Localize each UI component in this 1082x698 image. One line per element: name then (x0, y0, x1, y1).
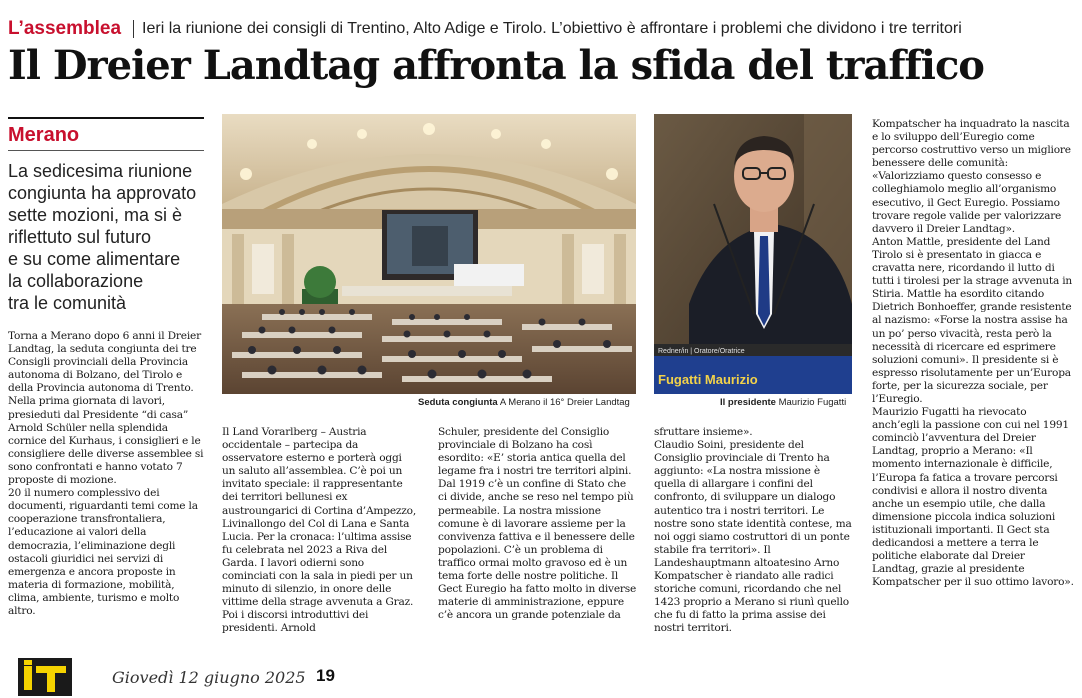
section-rule-bottom (8, 150, 204, 151)
photo1-caption-text: A Merano il 16° Dreier Landtag (499, 397, 630, 408)
summary: La sedicesima riunione congiunta ha approvato sette mozioni, ma si è riflettuto sul futuro e su come alimentare la collaborazione tra le comunità (8, 161, 197, 313)
paragraph: Kompatscher ha inquadrato la nascita e lo sviluppo dell’Euregio come percorso costruttivo verso un migliore benessere delle comunità: «Valorizziamo questo consesso e colleghiamolo meglio all’organismo esecutivo, il Gect Euregio. Possiamo trovare regole valide per valorizzare davvero il Dreier Landtag». (872, 118, 1071, 235)
paragraph: Claudio Soini, presidente del Consiglio provinciale di Trento ha aggiunto: «La nostra missione è quella di allargare i confini del confronto, di sviluppare un dialogo autentico tra i nostri territori. Le nostre sono state identità contese, ma noi oggi siamo costruttori di un ponte stabile fra territori». Il Landeshauptmann altoatesino Arno Kompatscher è riandato alle radici storiche comuni, ricordando che nel 1423 proprio a Merano si riunì quello che fu di fatto la prima assise dei nostri territori. (654, 439, 852, 635)
speaker-image (654, 114, 852, 394)
assembly-hall-photo (222, 114, 636, 394)
article-column-4 (654, 426, 854, 635)
page-number: 19 (316, 666, 335, 685)
newspaper-logo-icon (18, 658, 72, 696)
paragraph: Anton Mattle, presidente del Land Tirolo si è presentato in giacca e cravatta nere, ricordando il lutto di tutti i tirolesi per la strage avvenuta in Stiria. Mattle ha esordito citando Dietrich Bonhoeffer, grande resistente al nazismo: «Forse la nostra assise ha un po’ perso vivacità, resta però la necessità di ricercare ed esprimere soluzioni comuni». Il presidente si è espresso risolutamente per un’Europa forte, per la sicurezza sociale, per l’Euregio. (872, 235, 1073, 405)
section-label: Merano (8, 124, 80, 146)
paragraph: Il Land Vorarlberg – Austria occidentale – partecipa da osservatore esterno e porterà oggi un saluto all’assemblea. C’è poi un invitato speciale: il rappresentante dei territori bellunesi ex austroungarici di Cortina d’Ampezzo, Livinallongo del Col di Lana e Santa Lucia. Per la cronaca: l’ultima assise fu celebrata nel 2023 a Riva del Garda. I lavori odierni sono cominciati con la sala in piedi per un minuto di silenzio, in onore delle vittime della strage avvenuta a Graz. Poi i discorsi introduttivi dei presidenti. Arnold (222, 426, 416, 635)
article-column-1 (8, 330, 208, 630)
paragraph: Maurizio Fugatti ha rievocato anch’egli la passione con cui nel 1991 cominciò l’avventura del Dreier Landtag, proprio a Merano: «Il momento internazionale è difficile, l’Europa fa fatica a trovare percorsi condivisi e allora il nostro diventa anche un esempio utile, che dalla dimensione piccola indica soluzioni istituzionali importanti. Il Gect sta dedicandosi a mettere a terra le politiche elaborate dal Dreier Landtag, grazie al presidente Kompatscher per il suo ottimo lavoro». (872, 406, 1074, 589)
lectern-name-text: Fugatti Maurizio (658, 372, 758, 387)
photo1-caption-bold: Seduta congiunta (418, 397, 498, 408)
paragraph: Schuler, presidente del Consiglio provinciale di Bolzano ha così esordito: «E’ storia antica quella del legame fra i nostri tre territori alpini. Dal 1919 c’è un confine di Stato che ci divide, anche se reso nel tempo più permeabile. La nostra missione comune è di lavorare assieme per la convivenza fattiva e il benessere delle popolazioni. C’è un problema di traffico ormai molto gravoso ed è un tema forte delle nostre politiche. Il Gect Euregio ha fatto molto in diverse materie di amministrazione, eppure c’è ancora un grande potenziale da (438, 426, 637, 622)
photo2-caption-text: Maurizio Fugatti (778, 397, 847, 408)
kicker-divider (133, 20, 134, 38)
section-rule-top (8, 117, 204, 119)
kicker-label: L’assemblea (8, 18, 122, 39)
kicker (8, 18, 1078, 42)
article-column-2 (222, 426, 418, 635)
paragraph: 20 il numero complessivo dei documenti, riguardanti temi come la cooperazione transfrontaliera, l’educazione ai valori della democrazia, l’eliminazione degli ostacoli giuridici nei servizi di emergenza e ancora proposte in materia di formazione, mobilità, clima, ambiente, turismo e molto altro. (8, 487, 198, 617)
kicker-text: Ieri la riunione dei consigli di Trentino, Alto Adige e Tirolo. L’obiettivo è affrontare i problemi che dividono i tre territori (142, 20, 962, 37)
paragraph: sfruttare insieme». (654, 426, 753, 438)
lectern-small-text: Redner/in | Oratore/Oratrice (658, 348, 745, 355)
footer-date: Giovedì 12 giugno 2025 (112, 668, 306, 687)
photo1-caption (418, 397, 630, 408)
article-column-3 (438, 426, 638, 626)
assembly-hall-image (222, 114, 636, 394)
paragraph: Torna a Merano dopo 6 anni il Dreier Landtag, la seduta congiunta dei tre Consigli provinciali della Provincia autonoma di Bolzano, del Tirolo e della Provincia autonoma di Trento. Nella prima giornata di lavori, presieduti dal Presidente “di casa” Arnold Schüler nella splendida cornice del Kurhaus, i consiglieri e le consigliere delle diverse assemblee si sono confrontati e hanno votato 7 proposte di mozione. (8, 330, 204, 487)
photo2-caption-bold: Il presidente (720, 397, 776, 408)
article-column-5 (872, 118, 1074, 614)
speaker-photo (654, 114, 852, 394)
photo2-caption (720, 397, 846, 408)
headline: Il Dreier Landtag affronta la sfida del traffico (8, 42, 984, 89)
